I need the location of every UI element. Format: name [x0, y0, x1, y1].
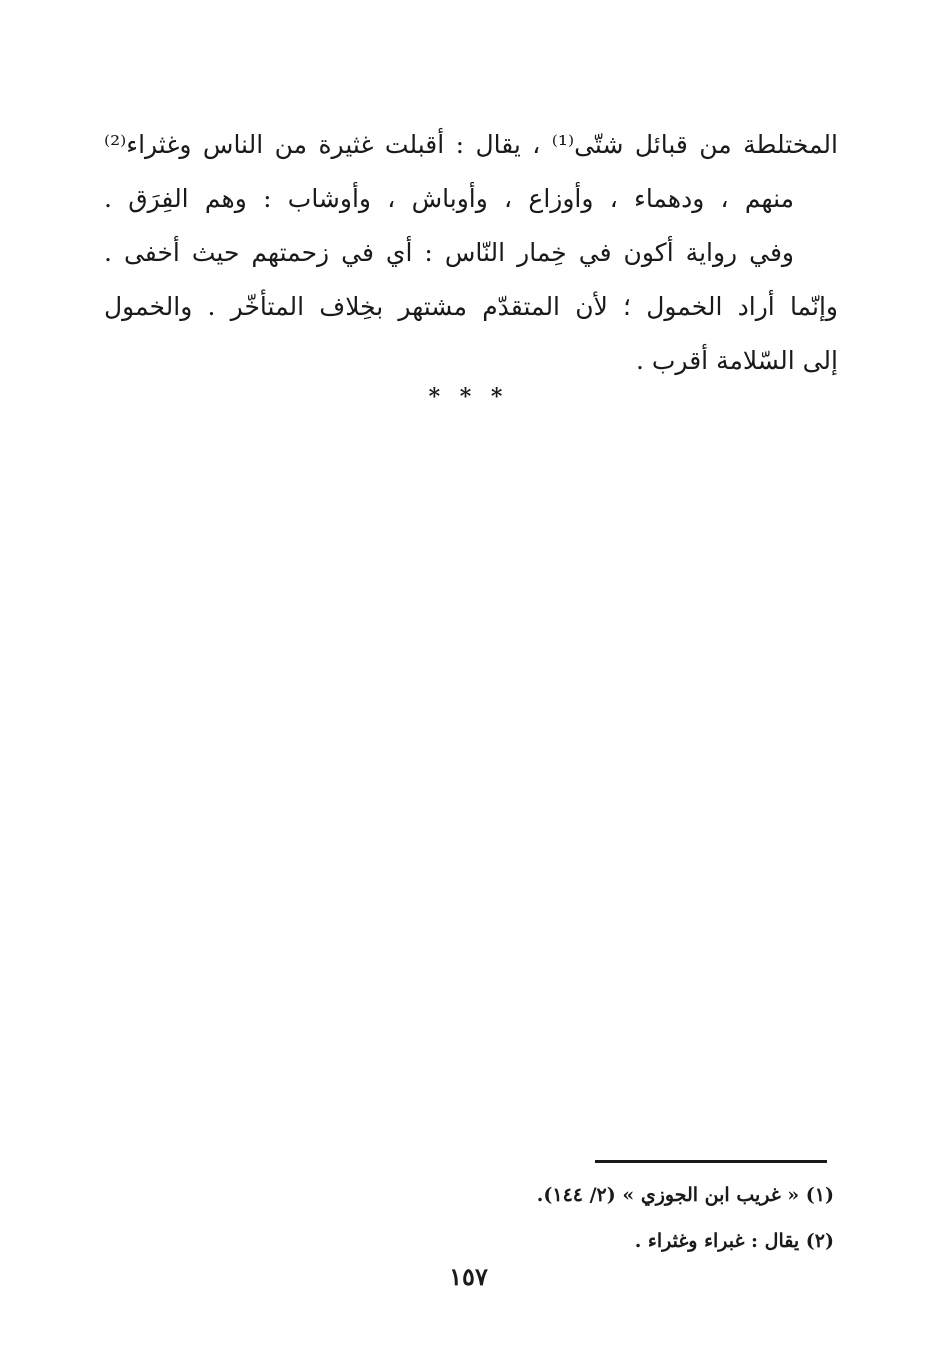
body-text [104, 118, 838, 388]
text-line: إلى السّلامة أقرب . [636, 346, 838, 375]
text-line: وفي رواية أكون في خِمار النّاس : أي في زحمتهم حيث أخفى . [104, 238, 794, 267]
footnote: (١) « غريب ابن الجوزي » (٢/ ١٤٤). [536, 1184, 834, 1206]
footnotes [430, 1172, 834, 1264]
section-separator: * * * [428, 384, 509, 410]
footnote: (٢) يقال : غبراء وغثراء . [634, 1230, 834, 1252]
text-line: المختلطة من قبائل شتّى⁽¹⁾ ، يقال : أقبلت غثيرة من الناس وغثراء⁽²⁾ [104, 130, 838, 159]
text-line: وإنّما أراد الخمول ؛ لأن المتقدّم مشتهر بخِلاف المتأخّر . والخمول [104, 292, 838, 321]
footnote-divider [595, 1160, 827, 1163]
text-line: منهم ، ودهماء ، وأوزاع ، وأوباش ، وأوشاب : وهم الفِرَق . [104, 184, 794, 213]
page-number: ١٥٧ [449, 1262, 488, 1291]
